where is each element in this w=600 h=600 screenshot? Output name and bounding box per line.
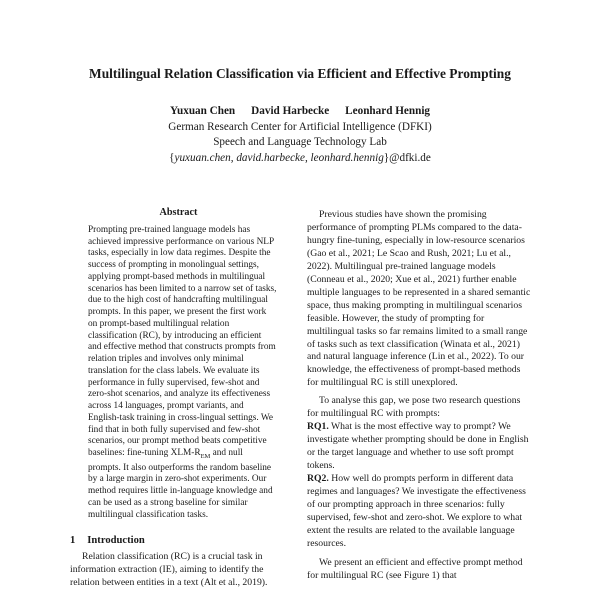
rq-text: What is the most effective way to prompt? We investigate whether prompting should be done in English or the target language and whether to use soft prompt tokens.	[307, 421, 529, 472]
author-names	[0, 104, 600, 120]
research-question-1	[307, 421, 531, 473]
intro-paragraph: Relation classification (RC) is a crucial task in information extraction (IE), aiming to identify the relation between entities in a text (Alt et al., 2019).	[70, 551, 268, 589]
abstract-subscript: EM	[200, 452, 211, 460]
affiliation-line: Speech and Language Technology Lab	[213, 136, 387, 148]
body-paragraph: We present an efficient and effective prompt method for multilingual RC (see Figure 1) that	[307, 556, 523, 581]
body-paragraph: To analyse this gap, we pose two research questions for multilingual RC with prompts:	[307, 395, 521, 420]
abstract-text-part: Prompting pre-trained language models has achieved impressive performance on various NLP tasks, especially in low data regimes. Despite the success of prompting in monolingual settings, applying prompt-based methods in multilingual scenarios has been limited to a narrow set of tasks, due to the high cost of handcrafting multilingual prompts. In this paper, we present the first work on prompt-based multilingual relation classification (RC), by introducing an efficient and effective method that constructs prompts from relation triples and involves only minimal translation for the class labels. We evaluate its performance in fully supervised, few-shot and zero-shot scenarios, and analyze its effectiveness across 14 languages, prompt variants, and English-task training in cross-lingual settings. We find that in both fully supervised and few-shot scenarios, our prompt method beats competitive baselines: fine-tuning XLM-R	[88, 224, 277, 458]
author-block	[0, 104, 600, 166]
author-name: Yuxuan Chen	[169, 105, 236, 117]
abstract-heading: Abstract	[159, 207, 198, 218]
research-question-2	[307, 473, 531, 551]
author-emails	[0, 151, 600, 167]
author-name: David Harbecke	[251, 105, 330, 117]
email-open-brace: {	[169, 151, 175, 164]
email-names: yuxuan.chen, david.harbecke, leonhard.hennig	[174, 151, 384, 164]
email-domain: }@dfki.de	[383, 151, 431, 164]
right-column	[307, 209, 531, 588]
left-column	[70, 209, 287, 590]
body-paragraph: Previous studies have shown the promising performance of prompting PLMs compared to the data-hungry fine-tuning, especially in low-resource scenarios (Gao et al., 2021; Le Scao and Rush, 2021; Lu et al., 2022). Multilingual pre-trained language models (Conneau et al., 2020; Xue et al., 2021) further enable multiple languages to be represented in a shared semantic space, thus making prompting in multilingual scenarios feasible. However, the study of prompting for multilingual tasks so far remains limited to a small range of tasks such as text classification (Winata et al., 2021) and natural language inference (Lin et al., 2022). To our knowledge, the effectiveness of prompt-based methods for multilingual RC is still unexplored.	[307, 209, 531, 389]
rq-label: RQ1.	[307, 421, 329, 433]
section-heading-introduction	[70, 535, 287, 547]
abstract-text	[88, 225, 277, 522]
section-number: 1	[70, 535, 76, 547]
paper-title: Multilingual Relation Classification via Efficient and Effective Prompting	[89, 66, 511, 81]
abstract-body	[70, 225, 287, 522]
rq-text: How well do prompts perform in different data regimes and languages? We investigate the effectiveness of our prompting approach in three scenarios: fully supervised, few-shot and zero-shot. We explore to what extent the results are related to the available language resources.	[307, 473, 526, 549]
author-name: Leonhard Hennig	[345, 105, 431, 117]
affiliation-line: German Research Center for Artificial Intelligence (DFKI)	[168, 120, 432, 133]
rq-label: RQ2.	[307, 473, 329, 485]
abstract-text-part: and null prompts. It also outperforms the random baseline by a large margin in zero-shot experiments. Our method requires little in-language knowledge and can be used as a strong baseline for similar multilingual classification tasks.	[88, 448, 273, 520]
section-title: Introduction	[87, 535, 145, 547]
